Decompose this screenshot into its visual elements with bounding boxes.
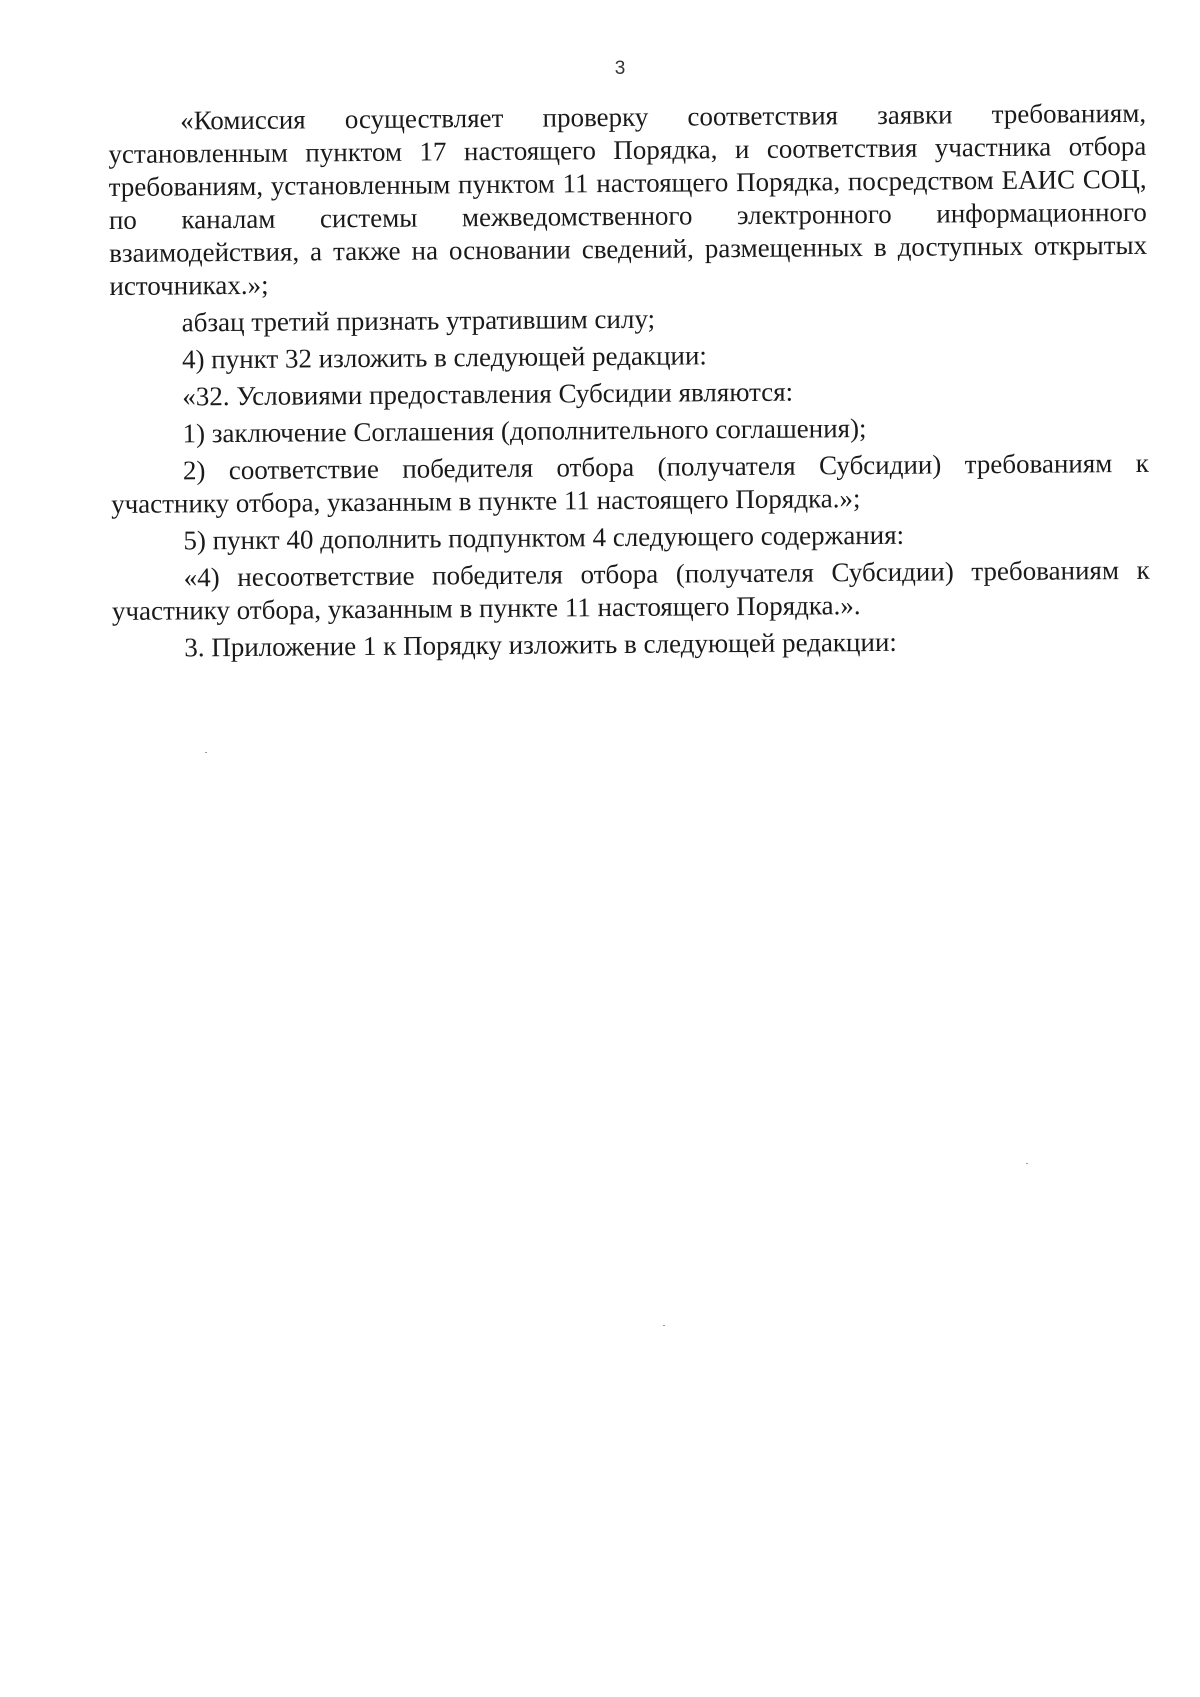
paragraph-appendix-1: 3. Приложение 1 к Порядку изложить в следующей редакции: <box>184 626 897 663</box>
paragraph-item-32-intro: 4) пункт 32 изложить в следующей редакции: <box>181 340 707 375</box>
page-number: 3 <box>614 58 626 79</box>
paragraph-abzac-repeal: абзац третий признать утратившим силу; <box>181 303 656 338</box>
paragraph-item-32-heading: «32. Условиями предоставления Субсидии являются: <box>182 376 794 412</box>
paragraph-condition-1: 1) заключение Соглашения (дополнительного соглашения); <box>182 413 867 449</box>
document-body <box>108 97 1150 665</box>
scan-speck <box>663 1325 665 1326</box>
scan-speck <box>1026 1163 1028 1164</box>
scan-speck <box>205 752 207 753</box>
paragraph-commission-check: «Комиссия осуществляет проверку соответствия заявки требованиям, установленным пунктом 17 настоящего Порядка, и соответствия участника отбора требованиям, установленным пунктом 11 настоящего Порядка, посредством ЕАИС СОЦ, по каналам системы межведомственного электронного информационного взаимодействия, а также на основании сведений, размещенных в доступных открытых источниках.»; <box>108 97 1148 301</box>
paragraph-condition-2: 2) соответствие победителя отбора (получателя Субсидии) требованиям к участнику отбора, указанным в пункте 11 настоящего Порядка.»; <box>111 447 1149 519</box>
paragraph-subitem-4: «4) несоответствие победителя отбора (получателя Субсидии) требованиям к участнику отбора, указанным в пункте 11 настоящего Порядка.». <box>111 554 1150 626</box>
paragraph-item-40-intro: 5) пункт 40 дополнить подпунктом 4 следующего содержания: <box>183 519 905 556</box>
